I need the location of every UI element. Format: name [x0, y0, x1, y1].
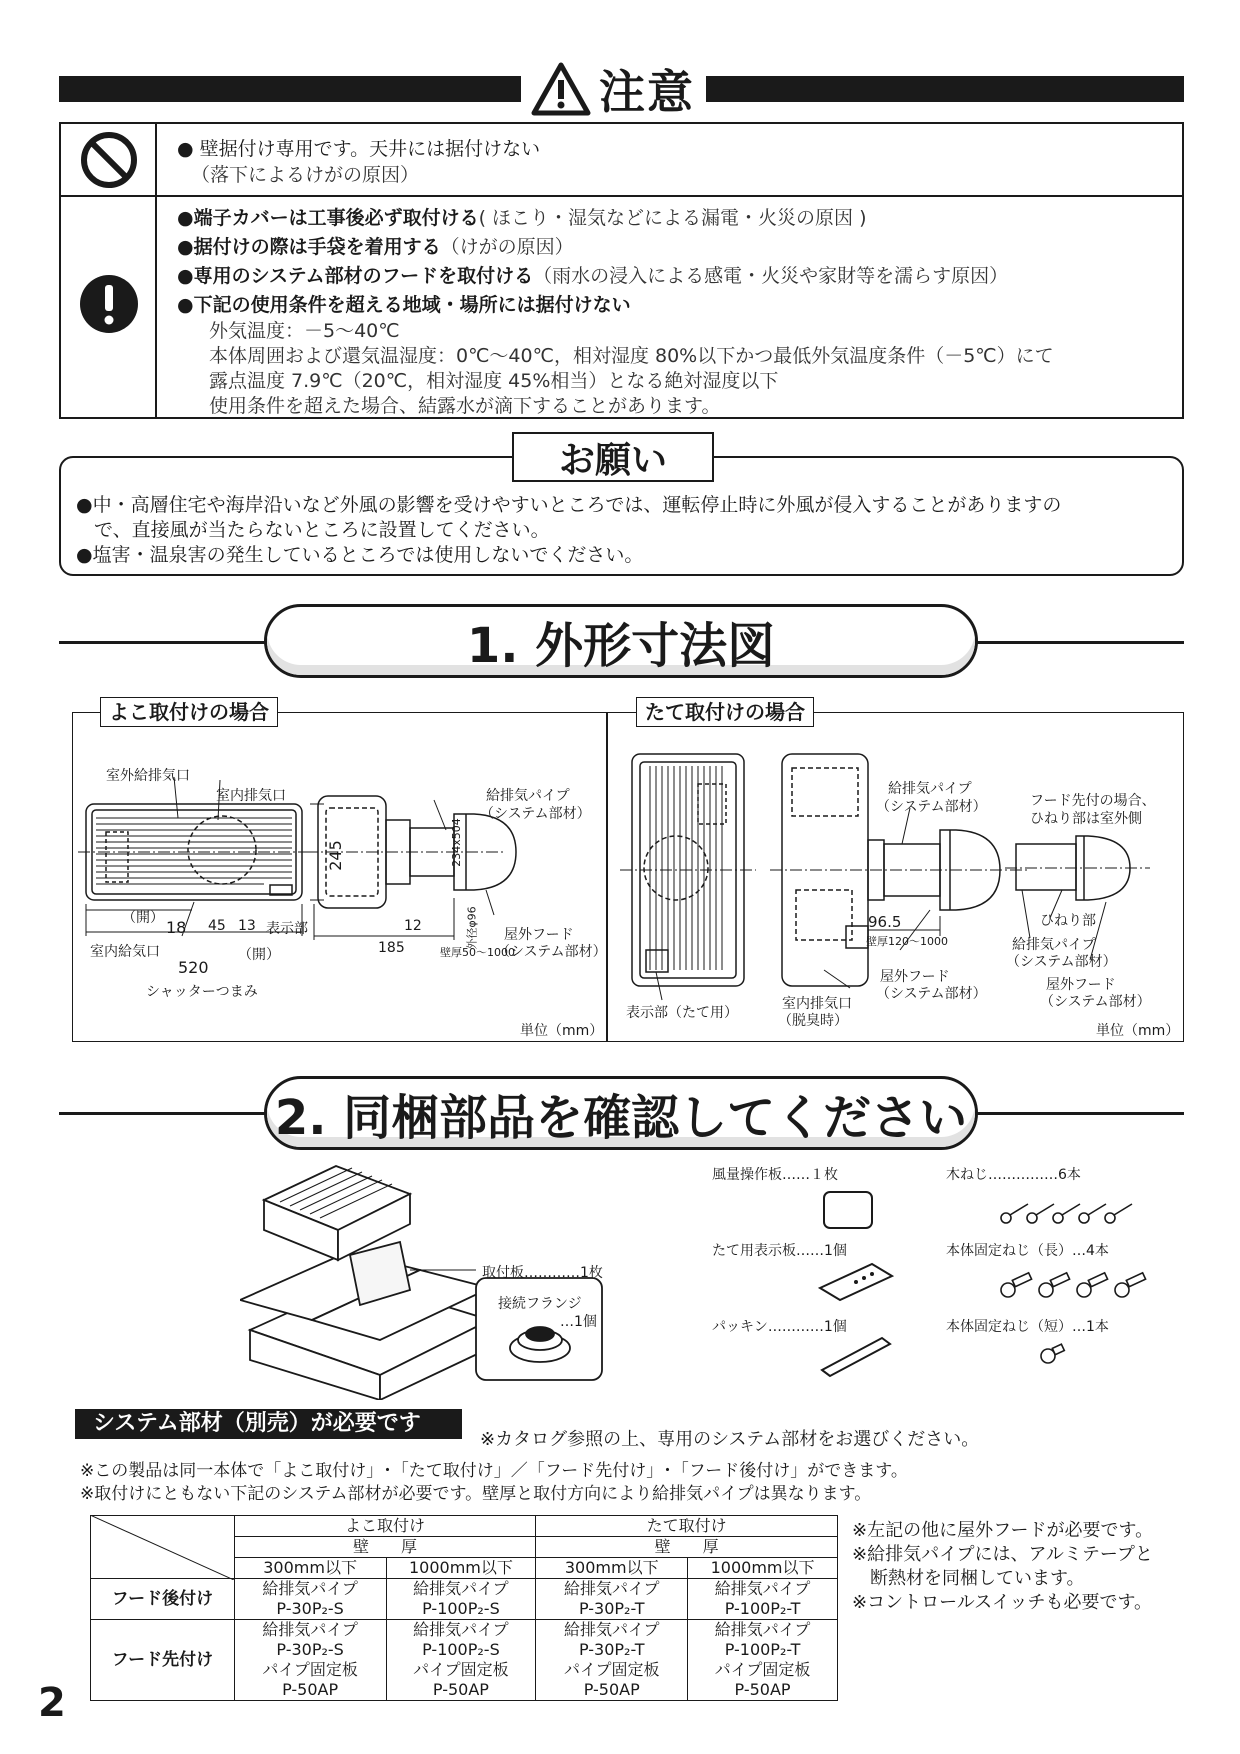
label-v-wall: 壁厚120～1000 — [866, 935, 948, 948]
caution-row1-line1: ● 壁据付け専用です。天井には据付けない — [177, 138, 541, 160]
caution-cond-1: 外気温度：－5～40℃ — [209, 320, 400, 342]
label-indoor-exhaust: 室内排気口 — [216, 788, 286, 804]
label-outer-dia: 外径φ96 — [465, 906, 479, 950]
cell-before-yoko-300: 給排気パイプ P-30P₂-S パイプ固定板 P-50AP — [234, 1620, 386, 1701]
label-flange-2: …1個 — [560, 1314, 597, 1330]
row-hood-after: フード後付け — [91, 1579, 235, 1620]
label-indoor-supply: 室内給気口 — [90, 944, 160, 960]
header-w1000-1: 1000mm以下 — [386, 1558, 536, 1579]
caution-item-conditions: ●下記の使用条件を超える地域・場所には据付けない — [177, 294, 631, 316]
wood-screws-icon — [996, 1190, 1146, 1230]
caution-item-gloves: ●据付けの際は手袋を着用する（けがの原因） — [177, 236, 574, 258]
label-v-note-1: フード先付の場合、 — [1030, 793, 1156, 809]
label-display-plate: たて用表示板……1個 — [712, 1243, 847, 1259]
label-unit-right: 単位（mm） — [1096, 1023, 1180, 1039]
label-v-hood-1: 屋外フード — [880, 969, 950, 985]
header-wall-1: 壁 厚 — [234, 1537, 536, 1558]
side-note-3: 断熱材を同梱しています。 — [870, 1568, 1085, 1589]
label-dim-13: 13 — [238, 918, 256, 934]
horizontal-install-label: よこ取付けの場合 — [100, 697, 278, 727]
caution-title — [525, 58, 701, 120]
label-v-pipe-2: （システム部材） — [876, 799, 987, 815]
prohibited-icon — [79, 130, 139, 190]
system-catalog-note: ※カタログ参照の上、専用のシステム部材をお選びください。 — [480, 1429, 980, 1450]
cell-after-yoko-1000: 給排気パイプ P-100P₂-S — [386, 1579, 536, 1620]
cell-before-tate-300: 給排気パイプ P-30P₂-T パイプ固定板 P-50AP — [536, 1620, 688, 1701]
table-corner — [91, 1516, 235, 1579]
label-long-screw: 本体固定ねじ（長）…4本 — [946, 1243, 1109, 1259]
vertical-install-label: たて取付けの場合 — [636, 697, 814, 727]
section1-heading — [264, 604, 978, 678]
label-v-note-2: ひねり部は室外側 — [1030, 811, 1142, 827]
row-hood-before: フード先付け — [91, 1620, 235, 1701]
label-unit-left: 単位（mm） — [520, 1023, 604, 1039]
request-title: お願い — [512, 432, 714, 482]
label-short-screw: 本体固定ねじ（短）…1本 — [946, 1319, 1109, 1335]
label-v-exhaust-1: 室内排気口 — [782, 996, 852, 1012]
label-v-hood-3: 屋外フード — [1046, 977, 1116, 993]
caution-cond-3: 露点温度 7.9℃（20℃，相対湿度 45%相当）となる絶対湿度以下 — [209, 370, 779, 392]
label-hood-1: 屋外フード — [504, 927, 574, 943]
page-number: 2 — [38, 1680, 66, 1726]
label-dim-18: 18 — [166, 918, 187, 937]
request-line-3: ●塩害・温泉害の発生しているところでは使用しないでください。 — [76, 544, 644, 566]
caution-band-right — [706, 76, 1184, 102]
label-mount-plate: 取付板…………1枚 — [482, 1265, 603, 1281]
system-note-2: ※取付けにともない下記のシステム部材が必要です。壁厚と取付方向により給排気パイプは異なります。 — [80, 1484, 872, 1504]
header-w300-2: 300mm以下 — [536, 1558, 688, 1579]
caution-item-hood: ●専用のシステム部材のフードを取付ける（雨水の浸入による感電・火災や家財等を濡らす原因） — [177, 265, 1009, 287]
label-flange-1: 接続フランジ — [498, 1296, 582, 1312]
label-outdoor-port: 室外給排気口 — [106, 768, 190, 784]
label-display: 表示部 — [266, 921, 308, 937]
label-packing: パッキン…………1個 — [712, 1319, 847, 1335]
header-w1000-2: 1000mm以下 — [688, 1558, 838, 1579]
label-v-hood-2: （システム部材） — [876, 986, 987, 1002]
label-v-pipe-4: （システム部材） — [1006, 954, 1117, 970]
label-hood-2: （システム部材） — [496, 944, 607, 960]
cell-before-tate-1000: 給排気パイプ P-100P₂-T パイプ固定板 P-50AP — [688, 1620, 838, 1701]
system-parts-label: システム部材（別売）が必要です — [75, 1409, 462, 1439]
caution-cond-2: 本体周囲および還気温湿度：0℃～40℃，相対湿度 80%以下かつ最低外気温度条件（－5℃）にて — [209, 345, 1054, 367]
long-screws-icon — [996, 1262, 1156, 1302]
label-dim-185: 185 — [378, 940, 405, 956]
caution-cond-4: 使用条件を超えた場合、結露水が滴下することがあります。 — [209, 395, 721, 417]
label-open-1: （開） — [122, 910, 164, 926]
label-v-twist: ひねり部 — [1040, 913, 1096, 929]
label-dim-234: 234x504 — [449, 818, 463, 867]
caution-band-left — [59, 76, 521, 102]
label-v-hood-4: （システム部材） — [1040, 994, 1151, 1010]
label-v-display: 表示部（たて用） — [626, 1005, 738, 1021]
warning-triangle-icon — [531, 62, 591, 116]
caution-item-terminal: ●端子カバーは工事後必ず取付ける( ほこり・湿気などによる漏電・火災の原因 ) — [177, 207, 867, 229]
label-wood-screw: 木ねじ……………6本 — [946, 1167, 1081, 1183]
header-wall-2: 壁 厚 — [536, 1537, 838, 1558]
section2-title: 2. 同梱部品を確認してください — [274, 1089, 968, 1146]
system-note-1: ※この製品は同一本体で「よこ取付け」･「たて取付け」／「フード先付け」･「フード後付け」ができます。 — [80, 1461, 908, 1481]
short-screw-icon — [1036, 1338, 1076, 1368]
packing-icon — [816, 1328, 896, 1382]
label-v-exhaust-2: （脱臭時） — [778, 1013, 848, 1029]
caution-row1-line2: （落下によるけがの原因） — [191, 164, 420, 186]
label-pipe-2: （システム部材） — [480, 806, 591, 822]
cell-after-tate-1000: 給排気パイプ P-100P₂-T — [688, 1579, 838, 1620]
label-v-pipe-3: 給排気パイプ — [1012, 937, 1096, 953]
label-open-2: （開） — [238, 947, 280, 963]
header-tate: たて取付け — [536, 1516, 838, 1537]
section2-heading — [264, 1076, 978, 1150]
label-wall-thickness: 壁厚50～1000 — [440, 946, 515, 959]
label-dim-12: 12 — [404, 918, 422, 934]
cell-before-yoko-1000: 給排気パイプ P-100P₂-S パイプ固定板 P-50AP — [386, 1620, 536, 1701]
cell-after-tate-300: 給排気パイプ P-30P₂-T — [536, 1579, 688, 1620]
label-air-panel: 風量操作板……１枚 — [712, 1167, 838, 1183]
mandatory-icon — [79, 274, 139, 334]
caution-title-text: 注意 — [599, 65, 695, 119]
caution-table — [59, 122, 1184, 419]
request-line-1: ●中・高層住宅や海岸沿いなど外風の影響を受けやすいところでは、運転停止時に外風が侵入することがありますの — [76, 494, 1062, 516]
header-w300-1: 300mm以下 — [234, 1558, 386, 1579]
side-note-1: ※左記の他に屋外フードが必要です。 — [852, 1520, 1154, 1541]
label-v-965: 96.5 — [868, 913, 902, 931]
section1-title: 1. 外形寸法図 — [466, 617, 776, 674]
label-dim-520: 520 — [178, 958, 209, 977]
side-note-4: ※コントロールスイッチも必要です。 — [852, 1592, 1153, 1613]
side-note-2: ※給排気パイプには、アルミテープと — [852, 1544, 1153, 1565]
label-v-pipe-1: 給排気パイプ — [888, 781, 972, 797]
request-line-2: で、直接風が当たらないところに設置してください。 — [94, 519, 550, 541]
label-pipe-1: 給排気パイプ — [486, 788, 570, 804]
label-dim-45: 45 — [208, 918, 226, 934]
system-parts-table — [90, 1515, 838, 1701]
label-dim-245: 245 — [325, 840, 345, 871]
label-shutter: シャッターつまみ — [146, 984, 258, 1000]
air-control-panel-icon — [818, 1186, 878, 1234]
header-yoko: よこ取付け — [234, 1516, 536, 1537]
cell-after-yoko-300: 給排気パイプ P-30P₂-S — [234, 1579, 386, 1620]
display-plate-icon — [816, 1258, 896, 1308]
